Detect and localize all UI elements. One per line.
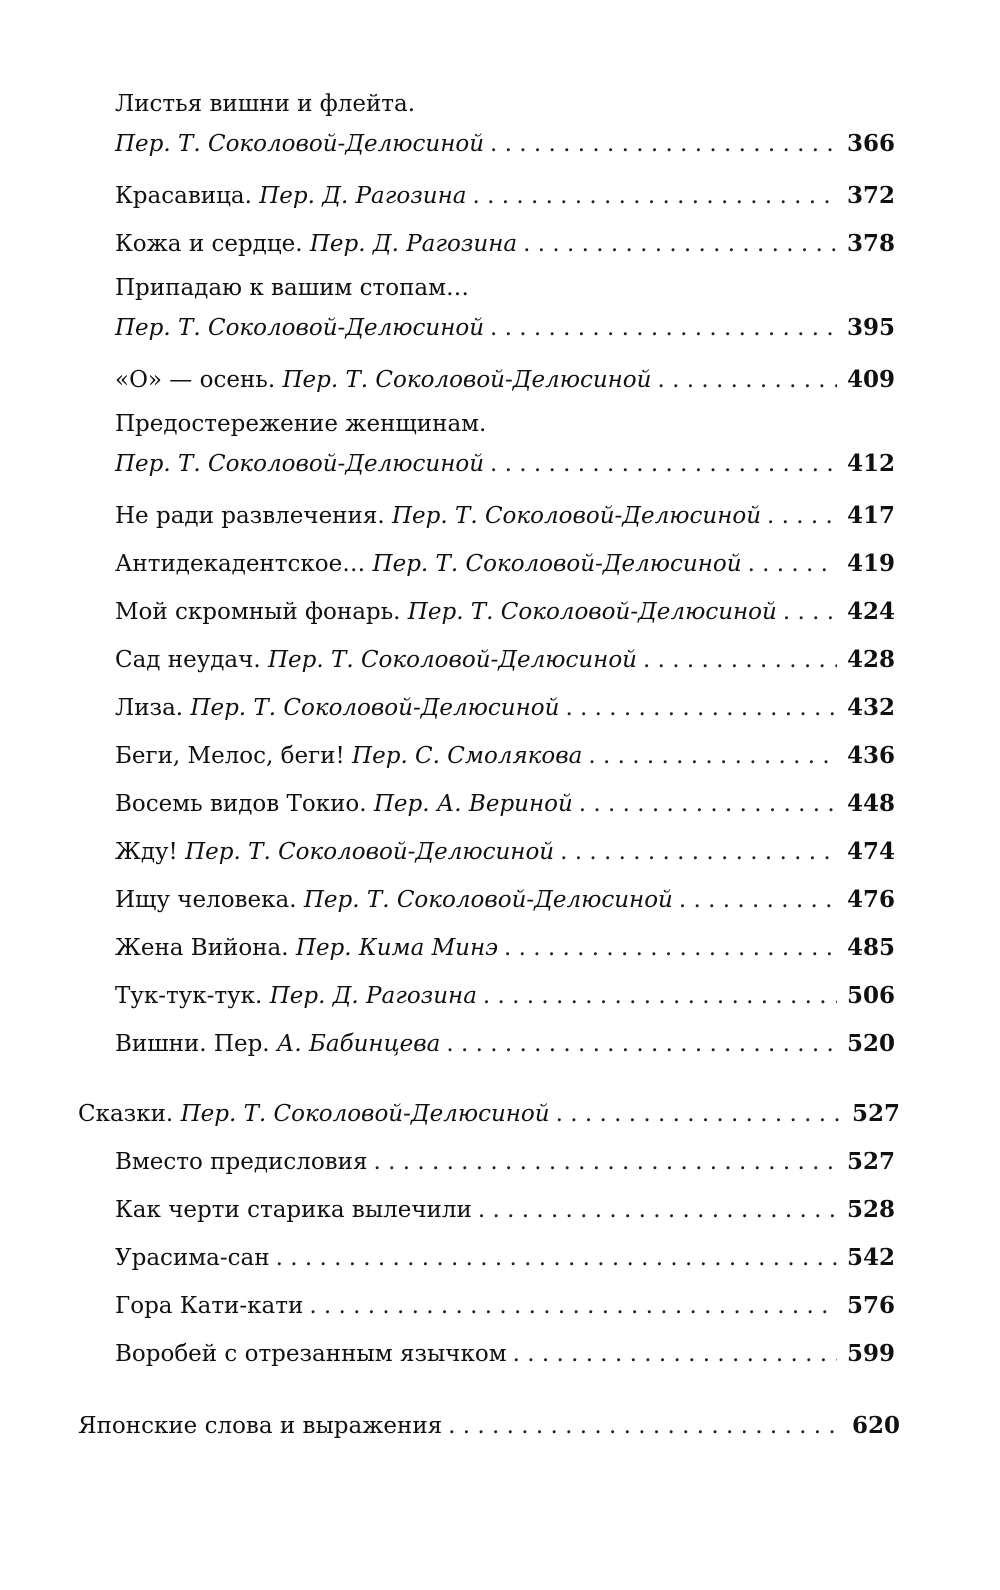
entry-title-group <box>115 1282 303 1330</box>
entry-translator: А. Бабинцева <box>276 1031 441 1057</box>
dot-leader <box>472 172 837 220</box>
entry-page-number: 409 <box>846 366 895 393</box>
entry-title: Красавица. <box>115 183 252 209</box>
toc-entry <box>115 780 895 828</box>
toc-entry <box>115 684 895 732</box>
toc-entry <box>115 1282 895 1330</box>
toc-entry <box>115 636 895 684</box>
entry-title-group <box>78 1402 442 1450</box>
entry-title-group <box>115 780 573 828</box>
entry-translator: Пер. Т. Соколовой-Делюсиной <box>407 599 777 625</box>
entry-title: Антидекадентское… <box>115 551 366 577</box>
toc-entry-line <box>115 1138 895 1186</box>
toc-entry <box>115 972 895 1020</box>
dot-leader <box>446 1020 837 1068</box>
entry-title: Как черти старика вылечили <box>115 1197 472 1223</box>
entry-page-number: 599 <box>846 1340 895 1367</box>
dot-leader <box>373 1138 837 1186</box>
toc-entry <box>115 1186 895 1234</box>
entry-title-group <box>115 924 498 972</box>
toc-entry <box>115 540 895 588</box>
entry-translator: Пер. Т. Соколовой-Делюсиной <box>115 131 485 157</box>
entry-title: Припадаю к вашим стопам… <box>115 275 470 301</box>
toc-entry-line <box>115 356 895 404</box>
toc-entry-line <box>115 732 895 780</box>
toc-entry-line <box>115 780 895 828</box>
entry-title: Вишни. Пер. <box>115 1031 270 1057</box>
entry-page-number: 424 <box>846 598 895 625</box>
toc-entry-line <box>115 308 895 348</box>
toc-entry <box>115 172 895 220</box>
entry-translator: Пер. А. Вериной <box>373 791 573 817</box>
entry-page-number: 485 <box>846 934 895 961</box>
dot-leader <box>478 1186 837 1234</box>
entry-translator: Пер. Т. Соколовой-Делюсиной <box>115 315 485 341</box>
entry-title: Не ради развлечения. <box>115 503 385 529</box>
entry-title-group <box>115 1138 367 1186</box>
toc-entry-line <box>115 492 895 540</box>
toc-entry-line <box>115 828 895 876</box>
entry-page-number: 620 <box>851 1412 900 1439</box>
entry-translator: Пер. Т. Соколовой-Делюсиной <box>190 695 560 721</box>
entry-page-number: 476 <box>846 886 895 913</box>
dot-leader <box>448 1402 842 1450</box>
entry-title: Тук-тук-тук. <box>115 983 263 1009</box>
dot-leader <box>560 828 837 876</box>
toc-entry-line <box>115 972 895 1020</box>
entry-title-group <box>115 356 651 404</box>
entry-translator: Пер. Т. Соколовой-Делюсиной <box>391 503 762 529</box>
toc-entry-line <box>115 924 895 972</box>
dot-leader <box>490 444 837 484</box>
entry-page-number: 419 <box>846 550 895 577</box>
entry-page-number: 542 <box>846 1244 895 1271</box>
entry-translator: Пер. Д. Рагозина <box>259 183 467 209</box>
dot-leader <box>657 356 837 404</box>
entry-page-number: 366 <box>846 130 895 157</box>
toc-entry-line <box>115 636 895 684</box>
entry-title-group <box>115 876 673 924</box>
entry-title: Жена Вийона. <box>115 935 289 961</box>
entry-page-number: 506 <box>846 982 895 1009</box>
entry-title-group <box>115 1020 440 1068</box>
entry-page-number: 372 <box>846 182 895 209</box>
entry-translator: Пер. Д. Рагозина <box>309 231 518 257</box>
entry-page-number: 576 <box>846 1292 895 1319</box>
dot-leader <box>565 684 837 732</box>
entry-title: Воробей с отрезанным язычком <box>115 1341 507 1367</box>
toc-entry-line <box>78 1402 900 1450</box>
dot-leader <box>309 1282 837 1330</box>
toc-entry <box>78 1090 900 1138</box>
section-gap <box>0 1378 1000 1402</box>
toc-entry <box>115 828 895 876</box>
toc-entry-line <box>115 1330 895 1378</box>
entry-page-number: 527 <box>846 1148 895 1175</box>
entry-translator: Пер. Т. Соколовой-Делюсиной <box>185 839 555 865</box>
toc-entry <box>115 1138 895 1186</box>
toc-entry <box>115 876 895 924</box>
dot-leader <box>523 220 837 268</box>
entry-title-group <box>115 1186 472 1234</box>
dot-leader <box>490 308 837 348</box>
entry-title-group <box>115 972 477 1020</box>
toc-entry-line <box>115 172 895 220</box>
entry-translator: Пер. Т. Соколовой-Делюсиной <box>282 367 652 393</box>
entry-page-number: 395 <box>846 314 895 341</box>
entry-translator: Пер. С. Смолякова <box>352 743 583 769</box>
entry-page-number: 428 <box>846 646 895 673</box>
entry-page-number: 412 <box>846 450 895 477</box>
toc-entry <box>115 356 895 404</box>
entry-translator: Пер. Д. Рагозина <box>269 983 477 1009</box>
toc-entry <box>115 1020 895 1068</box>
toc-entry-line <box>115 876 895 924</box>
entry-page-number: 448 <box>846 790 895 817</box>
entry-page-number: 378 <box>846 230 895 257</box>
toc-entry-line <box>115 124 895 164</box>
toc-entry-line <box>115 1186 895 1234</box>
entry-title-group <box>115 1234 270 1282</box>
entry-title: Жду! <box>115 839 178 865</box>
entry-title-group <box>115 172 466 220</box>
dot-leader <box>748 540 837 588</box>
toc-entry <box>115 588 895 636</box>
entry-page-number: 436 <box>846 742 895 769</box>
toc-entry <box>115 492 895 540</box>
dot-leader <box>504 924 837 972</box>
dot-leader <box>783 588 837 636</box>
toc-entry <box>115 268 895 348</box>
toc-entry-line <box>115 540 895 588</box>
entry-page-number: 527 <box>851 1100 900 1127</box>
entry-page-number: 417 <box>846 502 895 529</box>
entry-title: Сад неудач. <box>115 647 261 673</box>
entry-page-number: 520 <box>846 1030 895 1057</box>
dot-leader <box>513 1330 837 1378</box>
toc-entry <box>115 1330 895 1378</box>
entry-translator: Пер. Т. Соколовой-Делюсиной <box>180 1101 550 1127</box>
section-gap <box>0 1068 1000 1090</box>
toc-entry-line <box>115 1020 895 1068</box>
entry-translator: Пер. Т. Соколовой-Делюсиной <box>267 647 637 673</box>
entry-title-group <box>78 1090 550 1138</box>
entry-title: Кожа и сердце. <box>115 231 303 257</box>
entry-title-group <box>115 828 554 876</box>
entry-title: «О» — осень. <box>115 367 276 393</box>
entry-translator: Пер. Т. Соколовой-Делюсиной <box>303 887 673 913</box>
entry-title: Сказки. <box>78 1101 174 1127</box>
entry-title: Листья вишни и флейта. <box>115 91 416 117</box>
dot-leader <box>483 972 837 1020</box>
toc-entry <box>115 84 895 164</box>
entry-title: Ищу человека. <box>115 887 297 913</box>
entry-title-group <box>115 220 517 268</box>
dot-leader <box>679 876 837 924</box>
entry-title-group <box>115 732 582 780</box>
toc-entry-line <box>115 684 895 732</box>
entry-translator: Пер. Т. Соколовой-Делюсиной <box>372 551 742 577</box>
toc-entry <box>115 1234 895 1282</box>
toc-entry <box>115 404 895 484</box>
toc-entry <box>78 1402 900 1450</box>
entry-translator: Пер. Т. Соколовой-Делюсиной <box>115 451 485 477</box>
entry-title: Лиза. <box>115 695 184 721</box>
entry-title: Мой скромный фонарь. <box>115 599 401 625</box>
entry-title-group <box>115 636 637 684</box>
entry-title: Вместо предисловия <box>115 1149 368 1175</box>
dot-leader <box>767 492 837 540</box>
dot-leader <box>276 1234 837 1282</box>
entry-page-number: 474 <box>846 838 895 865</box>
toc-entry-line <box>78 1090 900 1138</box>
toc-entry-title-line <box>115 404 895 444</box>
toc-entry <box>115 924 895 972</box>
toc-entry-line <box>115 1234 895 1282</box>
entry-title-group <box>115 1330 507 1378</box>
entry-title-group <box>115 684 559 732</box>
entry-title: Восемь видов Токио. <box>115 791 367 817</box>
toc-entry-line <box>115 220 895 268</box>
dot-leader <box>643 636 837 684</box>
toc-entry-line <box>115 588 895 636</box>
entry-title: Японские слова и выражения <box>78 1413 443 1439</box>
toc-entry-line <box>115 444 895 484</box>
dot-leader <box>588 732 837 780</box>
toc-entry-line <box>115 1282 895 1330</box>
entry-page-number: 528 <box>846 1196 895 1223</box>
entry-title-group <box>115 588 777 636</box>
toc-entry <box>115 732 895 780</box>
table-of-contents <box>0 84 1000 1450</box>
toc-entry-title-line <box>115 268 895 308</box>
toc-entry <box>115 220 895 268</box>
dot-leader <box>490 124 837 164</box>
entry-title: Беги, Мелос, беги! <box>115 743 345 769</box>
entry-page-number: 432 <box>846 694 895 721</box>
entry-title: Урасима-сан <box>115 1245 270 1271</box>
toc-entry-title-line <box>115 84 895 124</box>
entry-translator: Пер. Кима Минэ <box>295 935 499 961</box>
dot-leader <box>579 780 837 828</box>
entry-title: Гора Кати-кати <box>115 1293 304 1319</box>
dot-leader <box>556 1090 842 1138</box>
entry-title: Предостережение женщинам. <box>115 411 487 437</box>
entry-title-group <box>115 492 761 540</box>
entry-title-group <box>115 540 742 588</box>
